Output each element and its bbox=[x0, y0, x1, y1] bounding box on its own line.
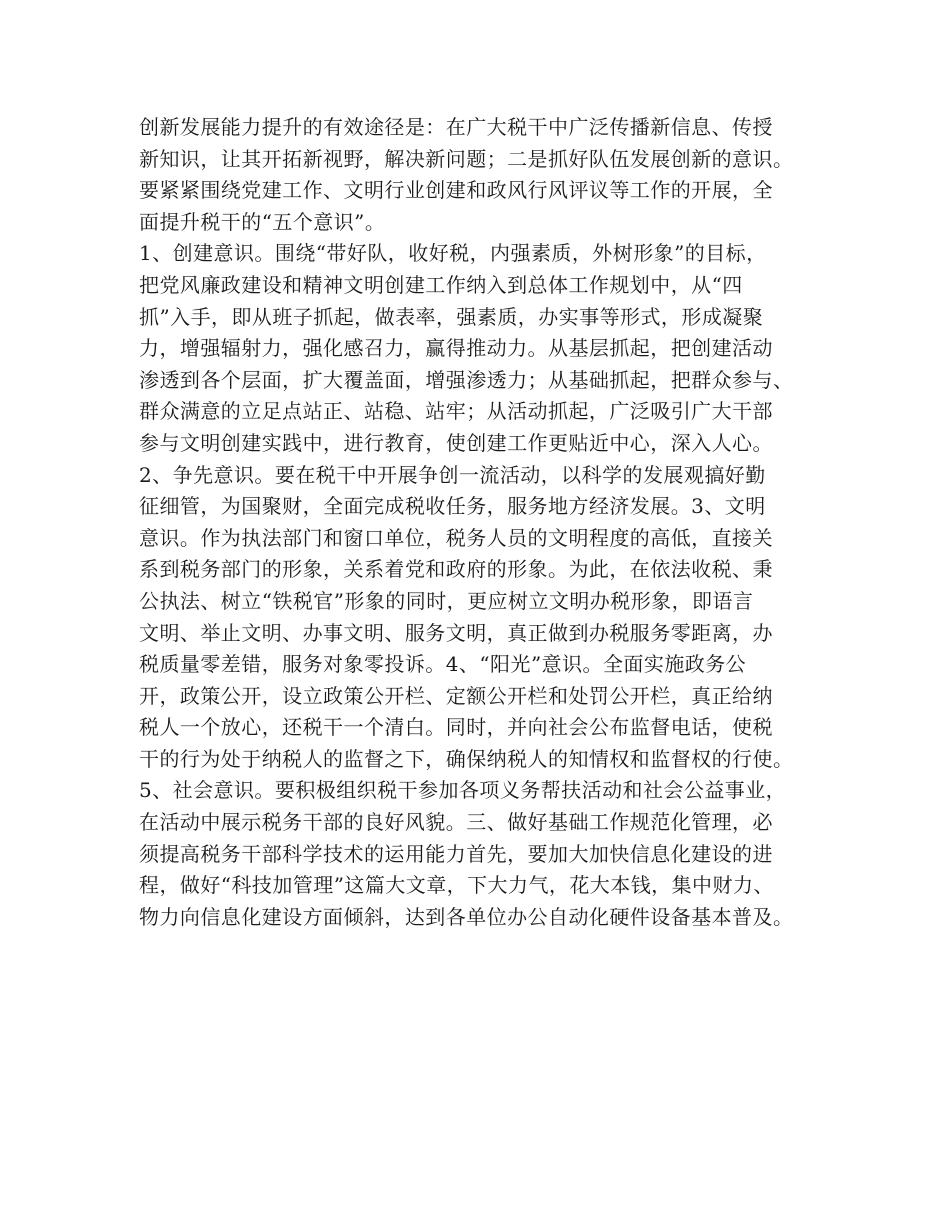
text-line: 创新发展能力提升的有效途径是：在广大税干中广泛传播新信息、传授 bbox=[139, 115, 773, 139]
text-line: 征细管，为国聚财，全面完成税收任务，服务地方经济发展。3、文明 bbox=[139, 494, 766, 519]
text-line: 新知识，让其开拓新视野，解决新问题；二是抓好队伍发展创新的意识。 bbox=[139, 146, 794, 171]
text-line: 在活动中展示税务干部的良好风貌。三、做好基础工作规范化管理，必 bbox=[139, 810, 773, 835]
text-line: 面提升税干的“五个意识”。 bbox=[139, 209, 386, 234]
text-line: 抓”入手，即从班子抓起，做表率，强素质，办实事等形式，形成凝聚 bbox=[139, 304, 764, 329]
text-line: 5、社会意识。要积极组织税干参加各项义务帮扶活动和社会公益事业， bbox=[139, 778, 787, 803]
text-line: 须提高税务干部科学技术的运用能力首先，要加大加快信息化建设的进 bbox=[139, 841, 773, 866]
text-line: 税人一个放心，还税干一个清白。同时，并向社会公布监督电话，使税 bbox=[139, 715, 773, 740]
text-line: 群众满意的立足点站正、站稳、站牢；从活动抓起，广泛吸引广大干部 bbox=[139, 399, 773, 424]
text-line: 参与文明创建实践中，进行教育，使创建工作更贴近中心，深入人心。 bbox=[139, 430, 773, 455]
text-line: 2、争先意识。要在税干中开展争创一流活动，以科学的发展观搞好勤 bbox=[139, 462, 766, 487]
text-line: 渗透到各个层面，扩大覆盖面，增强渗透力；从基础抓起，把群众参与、 bbox=[139, 367, 794, 392]
text-line: 1、创建意识。围绕“带好队，收好税，内强素质，外树形象”的目标， bbox=[139, 241, 767, 266]
text-line: 开，政策公开，设立政策公开栏、定额公开栏和处罚公开栏，真正给纳 bbox=[139, 683, 773, 708]
text-line: 公执法、树立“铁税官”形象的同时，更应树立文明办税形象，即语言 bbox=[139, 588, 754, 613]
text-line: 文明、举止文明、办事文明、服务文明，真正做到办税服务零距离，办 bbox=[139, 620, 773, 645]
text-line: 要紧紧围绕党建工作、文明行业创建和政风行风评议等工作的开展，全 bbox=[139, 178, 773, 203]
text-line: 物力向信息化建设方面倾斜，达到各单位办公自动化硬件设备基本普及。 bbox=[139, 904, 794, 929]
text-line: 税质量零差错，服务对象零投诉。4、“阳光”意识。全面实施政务公 bbox=[139, 652, 747, 677]
text-line: 把党风廉政建设和精神文明创建工作纳入到总体工作规划中，从“四 bbox=[139, 272, 743, 297]
text-line: 系到税务部门的形象，关系着党和政府的形象。为此，在依法收税、秉 bbox=[139, 557, 773, 582]
text-line: 力，增强辐射力，强化感召力，赢得推动力。从基层抓起，把创建活动 bbox=[139, 336, 773, 361]
body-text bbox=[139, 112, 839, 933]
text-line: 干的行为处于纳税人的监督之下，确保纳税人的知情权和监督权的行使。 bbox=[139, 746, 794, 771]
text-line: 意识。作为执法部门和窗口单位，税务人员的文明程度的高低，直接关 bbox=[139, 525, 773, 550]
text-line: 程，做好“科技加管理”这篇大文章，下大力气，花大本钱，集中财力、 bbox=[139, 873, 774, 898]
